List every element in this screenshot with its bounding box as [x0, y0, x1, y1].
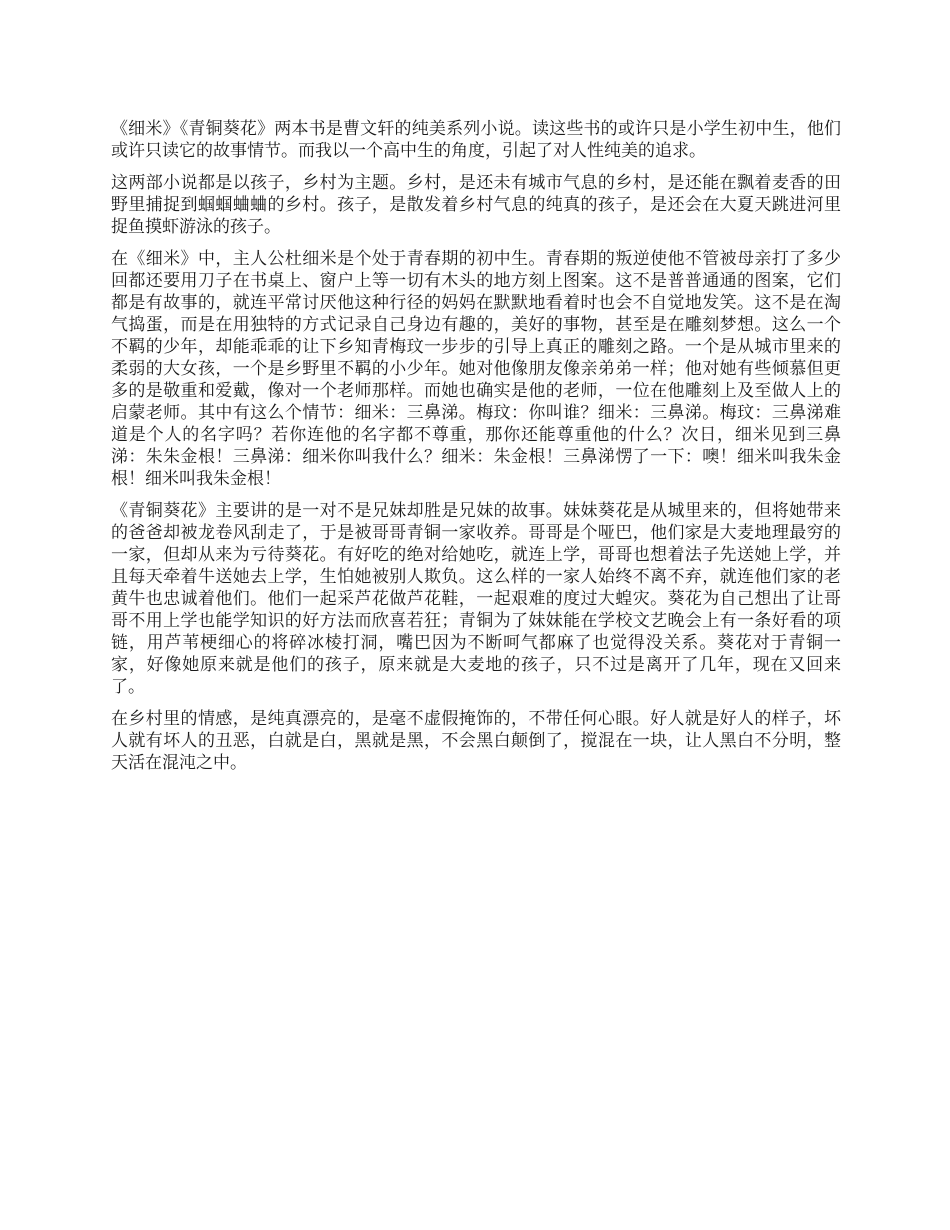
- paragraph-conclusion: 在乡村里的情感，是纯真漂亮的，是毫不虚假掩饰的，不带任何心眼。好人就是好人的样子，坏人就有坏人的丑恶，白就是白，黑就是黑，不会黑白颠倒了，搅混在一块，让人黑白不分明，整天活在混沌之中。: [111, 709, 841, 773]
- paragraph-intro: 《细米》《青铜葵花》两本书是曹文轩的纯美系列小说。读这些书的或许只是小学生初中生，他们或许只读它的故事情节。而我以一个高中生的角度，引起了对人性纯美的追求。: [111, 119, 841, 161]
- paragraph-theme: 这两部小说都是以孩子，乡村为主题。乡村，是还未有城市气息的乡村，是还能在飘着麦香的田野里捕捉到蝈蝈蛐蛐的乡村。孩子，是散发着乡村气息的纯真的孩子，是还会在大夏天跳进河里捉鱼摸虾游泳的孩子。: [111, 173, 841, 237]
- document-body: [111, 118, 841, 784]
- paragraph-qingtong-kuihua: 《青铜葵花》主要讲的是一对不是兄妹却胜是兄妹的故事。妹妹葵花是从城里来的，但将她带来的爸爸却被龙卷风刮走了，于是被哥哥青铜一家收养。哥哥是个哑巴，他们家是大麦地理最穷的一家，但却从来为亏待葵花。有好吃的绝对给她吃，就连上学，哥哥也想着法子先送她上学，并且每天牵着牛送她去上学，生怕她被别人欺负。这么样的一家人始终不离不弃，就连他们家的老黄牛也忠诚着他们。他们一起采芦花做芦花鞋，一起艰难的度过大蝗灾。葵花为自己想出了让哥哥不用上学也能学知识的好方法而欣喜若狂；青铜为了妹妹能在学校文艺晚会上有一条好看的项链，用芦苇梗细心的将碎冰棱打洞，嘴巴因为不断呵气都麻了也觉得没关系。葵花对于青铜一家，好像她原来就是他们的孩子，原来就是大麦地的孩子，只不过是离开了几年，现在又回来了。: [111, 501, 841, 697]
- paragraph-ximi: 在《细米》中，主人公杜细米是个处于青春期的初中生。青春期的叛逆使他不管被母亲打了多少回都还要用刀子在书桌上、窗户上等一切有木头的地方刻上图案。这不是普普通通的图案，它们都是有故事的，就连平常讨厌他这种行径的妈妈在默默地看着时也会不自觉地发笑。这不是在淘气捣蛋，而是在用独特的方式记录自己身边有趣的，美好的事物，甚至是在雕刻梦想。这么一个不羁的少年，却能乖乖的让下乡知青梅玟一步步的引导上真正的雕刻之路。一个是从城市里来的柔弱的大女孩，一个是乡野里不羁的小少年。她对他像朋友像亲弟弟一样；他对她有些倾慕但更多的是敬重和爱戴，像对一个老师那样。而她也确实是他的老师，一位在他雕刻上及至做人上的启蒙老师。其中有这么个情节：细米：三鼻涕。梅玟：你叫谁？细米：三鼻涕。梅玟：三鼻涕难道是个人的名字吗？若你连他的名字都不尊重，那你还能尊重他的什么？次日，细米见到三鼻涕：朱朱金根！三鼻涕：细米你叫我什么？细米：朱金根！三鼻涕愣了一下：噢！细米叫我朱金根！细米叫我朱金根！: [111, 249, 841, 489]
